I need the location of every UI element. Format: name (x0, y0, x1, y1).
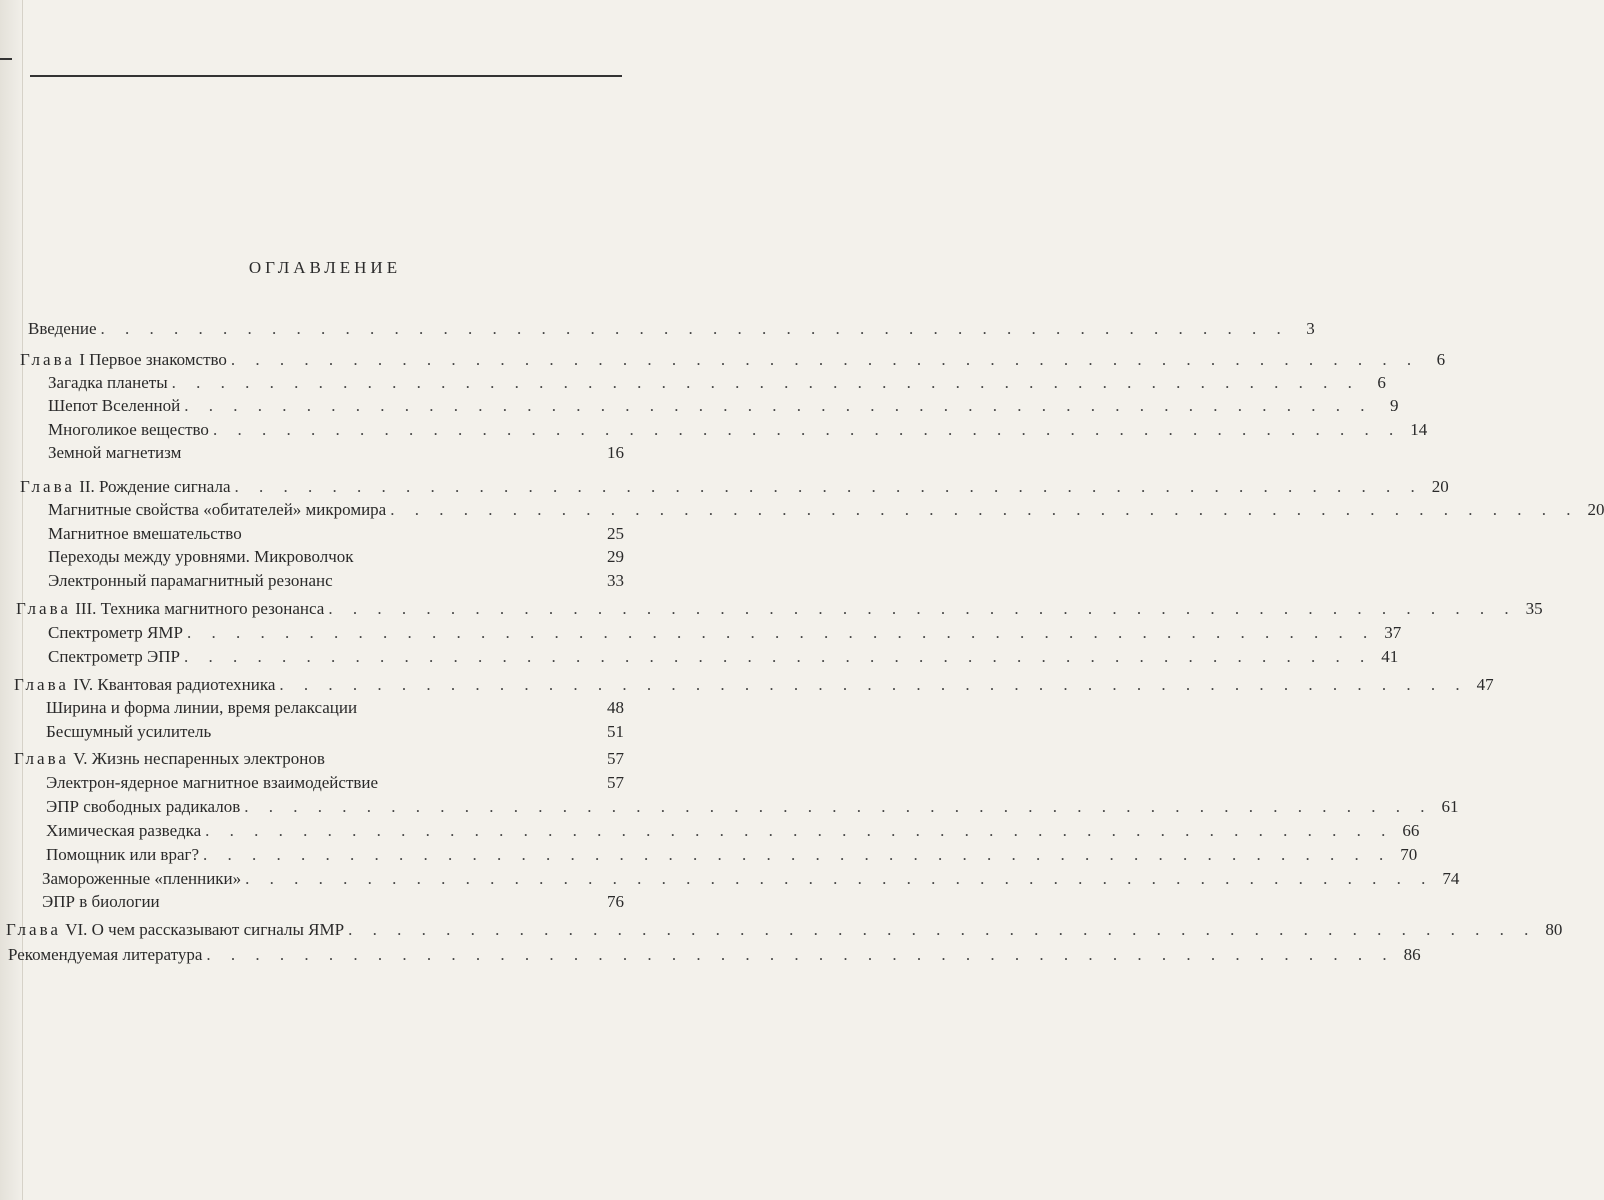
toc-chapter-1 (20, 348, 1446, 372)
toc-page-number: 35 (1525, 599, 1543, 618)
toc-entry-label: Многоликое вещество (48, 420, 209, 439)
toc-leader-dots: . . . . . . . . . . . . . . . . . . . . . . . . . . . . . . . . . . . . . . . . . . . . . . . . . (328, 599, 1517, 618)
toc-page-number: 66 (1402, 821, 1420, 840)
toc-page-number: 70 (1400, 845, 1418, 864)
toc-entry-label: Ширина и форма линии, время релаксации (46, 698, 358, 717)
toc-leader-dots: . . . . . . . . . . . . . . . . . . . . . . . . . . . . . . . . . . . . . . . . . . . . . . . . . (100, 319, 1289, 338)
toc-entry-label: Загадка планеты (48, 373, 168, 392)
toc-page-number: 6 (1377, 373, 1386, 392)
toc-section (48, 498, 1604, 522)
toc-page-number: 33 (607, 571, 624, 590)
toc-leader-dots: . . . . . . . . . . . . . . . . . . . . . . . . . . . . . . . . . . . . . . . . . . . . . . . . . (230, 350, 1420, 369)
toc-page-number: 61 (1441, 797, 1459, 816)
spine-mark (0, 58, 12, 60)
toc-section (48, 545, 624, 569)
toc-page-number: 20 (1587, 500, 1604, 519)
toc-page-number: 3 (1306, 319, 1315, 338)
toc-section (48, 394, 1399, 418)
toc-section (46, 795, 1459, 819)
toc-section (48, 645, 1399, 669)
toc-leader-dots: . . . . . . . . . . . . . . . . . . . . . . . . . . . . . . . . . . . . . . . . . . . . . . . . . (234, 477, 1423, 496)
toc-bibliography (8, 943, 1421, 967)
top-rule (30, 75, 622, 77)
toc-page-number: 29 (607, 547, 624, 566)
toc-leader-dots: . . . . . . . . . . . . . . . . . . . . . . . . . . . . . . . . . . . . . . . . . . . . . . . . . (390, 500, 1579, 519)
toc-chapter-4 (14, 673, 1494, 697)
toc-leader-dots: . . . . . . . . . . . . . . . . . . . . . . . . . . . . . . . . . . . . . . . . . . . . . . . . . (206, 945, 1395, 964)
toc-entry-label (16, 597, 324, 621)
toc-leader-dots: . . . . . . . . . . . . . . . . . . . . . . . . . . . . . . . . . . . . . . . . . . . . . . . . . (279, 675, 1468, 694)
toc-entry-label: Спектрометр ЭПР (48, 647, 180, 666)
toc-page-number: 20 (1431, 477, 1449, 496)
toc-chapter-5 (14, 747, 624, 771)
toc-page-number: 47 (1476, 675, 1494, 694)
toc-page-number: 41 (1381, 647, 1399, 666)
toc-chapter-3 (16, 597, 1543, 621)
toc-chapter-prefix: Глава (14, 675, 69, 694)
toc-section (42, 890, 624, 914)
toc-chapter-2 (20, 475, 1449, 499)
toc-chapter-title: V. Жизнь неспаренных электронов (73, 749, 325, 768)
toc-leader-dots: . . . . . . . . . . . . . . . . . . . . . . . . . . . . . . . . . . . . . . . . . . . . . . . . . (186, 623, 1376, 642)
toc-page-number: 37 (1384, 623, 1402, 642)
toc-entry-label: Замороженные «пленники» (42, 869, 242, 888)
toc-entry-label: ЭПР в биологии (42, 892, 160, 911)
toc-leader-dots: . . . . . . . . . . . . . . . . . . . . . . . . . . . . . . . . . . . . . . . . . . . . . . . . . (245, 869, 1434, 888)
toc-section (46, 843, 1418, 867)
toc-section (48, 441, 624, 465)
toc-chapter-title: VI. О чем рассказывают сигналы ЯМР (65, 920, 345, 939)
toc-leader-dots: . . . . . . . . . . . . . . . . . . . . . . . . . . . . . . . . . . . . . . . . . . . . . . . . . (184, 396, 1373, 415)
toc-entry-introduction (28, 317, 1315, 341)
toc-entry-label: ЭПР свободных радикалов (46, 797, 241, 816)
toc-section (46, 720, 624, 744)
toc-leader-dots: . . . . . . . . . . . . . . . . . . . . . . . . . . . . . . . . . . . . . . . . . . . . . . . . . (183, 647, 1373, 666)
toc-page-number: 14 (1410, 420, 1428, 439)
toc-leader-dots: . . . . . . . . . . . . . . . . . . . . . . . . . . . . . . . . . . . . . . . . . . . . . . . . . (212, 420, 1402, 439)
toc-entry-label: Электрон-ядерное магнитное взаимодействие (46, 773, 379, 792)
toc-entry-label: Бесшумный усилитель (46, 722, 212, 741)
toc-entry-label: Помощник или враг? (46, 845, 200, 864)
toc-section (48, 569, 624, 593)
toc-entry-label (6, 918, 344, 942)
toc-entry-label: Химическая разведка (46, 821, 202, 840)
toc-page-number: 80 (1545, 920, 1563, 939)
toc-leader-dots: . . . . . . . . . . . . . . . . . . . . . . . . . . . . . . . . . . . . . . . . . . . . . . . . . (244, 797, 1433, 816)
toc-entry-label (14, 747, 325, 771)
toc-entry-label (20, 348, 227, 372)
toc-leader-dots: . . . . . . . . . . . . . . . . . . . . . . . . . . . . . . . . . . . . . . . . . . . . . . . . . (348, 920, 1537, 939)
toc-section (46, 819, 1420, 843)
toc-chapter-title: IV. Квантовая радиотехника (73, 675, 276, 694)
toc-leader-dots: . . . . . . . . . . . . . . . . . . . . . . . . . . . . . . . . . . . . . . . . . . . . . . . . . (171, 373, 1360, 392)
toc-page-number: 48 (607, 698, 624, 717)
toc-chapter-prefix: Глава (20, 477, 75, 496)
toc-chapter-prefix: Глава (16, 599, 71, 618)
toc-chapter-title: III. Техника магнитного резонанса (75, 599, 325, 618)
toc-page-number: 76 (607, 892, 624, 911)
toc-section (48, 522, 624, 546)
toc-entry-label (14, 673, 275, 697)
toc-chapter-title: II. Рождение сигнала (79, 477, 231, 496)
toc-page-number: 6 (1436, 350, 1446, 369)
toc-entry-label: Земной магнетизм (48, 443, 182, 462)
toc-entry-label: Магнитные свойства «обитателей» микромира (48, 500, 387, 519)
toc-page-number: 51 (607, 722, 624, 741)
toc-entry-label (20, 475, 231, 499)
toc-page-number: 9 (1389, 396, 1399, 415)
page-title: ОГЛАВЛЕНИЕ (248, 258, 402, 277)
toc-entry-label: Введение (28, 319, 97, 338)
toc-section (48, 371, 1386, 395)
toc-chapter-title: I Первое знакомство (79, 350, 227, 369)
toc-page-number: 74 (1442, 869, 1460, 888)
toc-page-number: 57 (607, 749, 624, 768)
toc-entry-label: Переходы между уровнями. Микроволчок (48, 547, 354, 566)
toc-entry-label: Магнитное вмешательство (48, 524, 242, 543)
toc-page-number: 16 (607, 443, 624, 462)
toc-page-number: 57 (607, 773, 624, 792)
toc-section (46, 771, 624, 795)
toc-section (46, 696, 624, 720)
toc-chapter-prefix: Глава (6, 920, 61, 939)
toc-entry-label: Шепот Вселенной (48, 396, 181, 415)
toc-leader-dots: . . . . . . . . . . . . . . . . . . . . . . . . . . . . . . . . . . . . . . . . . . . . . . . . . (203, 845, 1392, 864)
toc-page-number: 86 (1403, 945, 1421, 964)
toc-entry-label: Электронный парамагнитный резонанс (48, 571, 333, 590)
toc-chapter-prefix: Глава (14, 749, 69, 768)
toc-page-number: 25 (607, 524, 624, 543)
toc-entry-label: Рекомендуемая литература (8, 945, 203, 964)
toc-section (48, 621, 1402, 645)
toc-leader-dots: . . . . . . . . . . . . . . . . . . . . . . . . . . . . . . . . . . . . . . . . . . . . . . . . . (205, 821, 1394, 840)
toc-section (42, 867, 1460, 891)
toc-section (48, 418, 1428, 442)
toc-chapter-6 (6, 918, 1563, 942)
toc-entry-label: Спектрометр ЯМР (48, 623, 183, 642)
toc-chapter-prefix: Глава (20, 350, 75, 369)
